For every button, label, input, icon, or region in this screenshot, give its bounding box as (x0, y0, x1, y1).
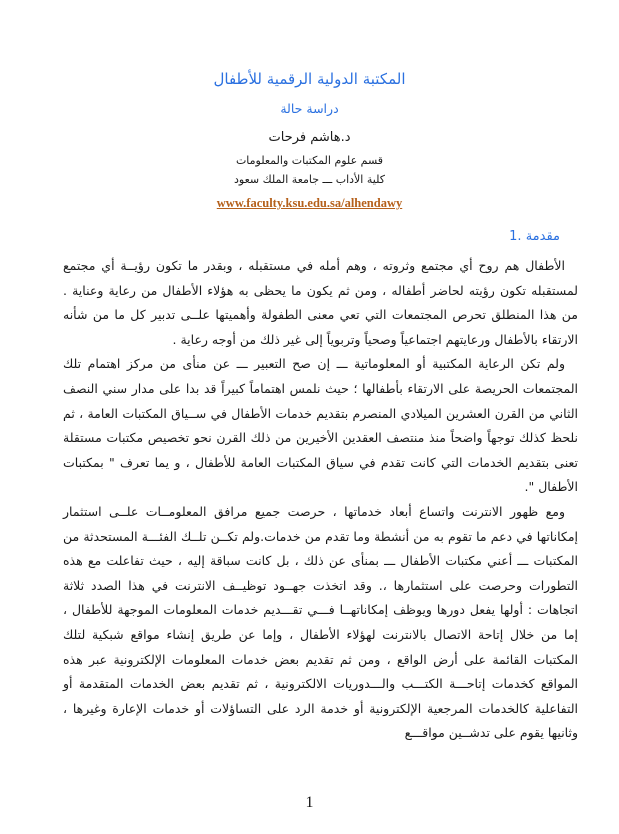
document-header (0, 0, 619, 211)
section-number: 1. (509, 229, 522, 244)
section-heading (63, 229, 578, 244)
document-subtitle: دراسة حالة (280, 101, 339, 116)
paragraph-3: ومع ظهور الانترنت واتساع أبعاد خدماتها ، حرصت جميع مرافق المعلومــات علــى استثمار إمكاناتها في دعم ما تقوم به من أنشطة وما تقدم من خدمات.ولم تكــن تلــك الفئـــة المستحدثة من المكتبات ـــ أعني مكتبات الأطفال ـــ بمنأى عن ذلك ، بل كانت سباقة إليه ، حيث تفاعلت مع هذه التطورات وحرصت على استثمارها ،. وقد اتخذت جهــود توظيــف الانترنت في هذا الصدد ثلاثة اتجاهات : أولها يفعل دورها ويوظف إمكاناتهــا فـــي تقـــديم خدمات المعلومات الموجهة للأطفال ، إما من خلال إتاحة الاتصال بالانترنت لهؤلاء الأطفال ، وإما عن طريق إنشاء مواقع شبكية لتلك المكتبات القائمة على أرض الواقع ، ومن ثم تقديم بعض خدمات المعلومات الإلكترونية عبر هذه المواقع كخدمات إتاحـــة الكتـــب والـــدوريات الالكترونية ، ثم تقديم بعض الخدمات المتقدمة أو التفاعلية كالخدمات المرجعية الإلكترونية أو خدمة الرد على التساؤلات أو خدمات الإعارة وغيرها ، وثانيها يقوم على تدشــين مواقـــع (63, 503, 578, 741)
author-college: كلية الأداب ـــ جامعة الملك سعود (234, 173, 385, 186)
section-title: مقدمة (525, 229, 560, 244)
paragraph-1: الأطفال هم روح أي مجتمع وثروته ، وهم أمله في مستقبله ، وبقدر ما تكون رؤيــة أي مجتمع لمستقبله تكون رؤيته لحاضر أطفاله ، ومن ثم يكون ما يحظى به هؤلاء الأطفال من رعاية وعناية . من هذا المنطلق تحرص المجتمعات التي تعي معنى الطفولة وأهميتها علــى تدبير كل ما من شأنه الارتقاء بالأطفال ورعايتهم اجتماعياً وصحياً وتربوياً إلى غير ذلك من أوجه رعاية . (63, 258, 578, 347)
author-website-line (0, 192, 619, 211)
body-text (63, 254, 578, 746)
author-website-link[interactable]: www.faculty.ksu.edu.sa/alhendawy (216, 196, 403, 210)
author-name: د.هاشم فرحات (268, 130, 351, 145)
document-title: المكتبة الدولية الرقمية للأطفال (213, 70, 406, 88)
document-content (63, 229, 578, 746)
section-heading-text (509, 229, 560, 244)
page-number: 1 (305, 794, 314, 811)
paragraph-2: ولم تكن الرعاية المكتبية أو المعلوماتية ـــ إن صح التعبير ـــ عن منأى من مركز اهتمام تلك المجتمعات الحريصة على الارتقاء بأطفالها ؛ حيث نلمس اهتماماً كبيراً قد بدا على مدار سني النصف الثاني من القرن العشرين الميلادي المنصرم بتقديم خدمات الأطفال في ســياق المكتبات العامة ، ثم نلحظ كذلك توجهاً واضحاً منذ منتصف العقدين الأخيرين من ذلك القرن نحو تخصيص مكتبات مستقلة تعنى بتقديم الخدمات التي كانت تقدم في سياق المكتبات العامة للأطفال ، و يما تعرف " بمكتبات الأطفال ". (63, 356, 578, 495)
author-department: قسم علوم المكتبات والمعلومات (235, 154, 384, 167)
